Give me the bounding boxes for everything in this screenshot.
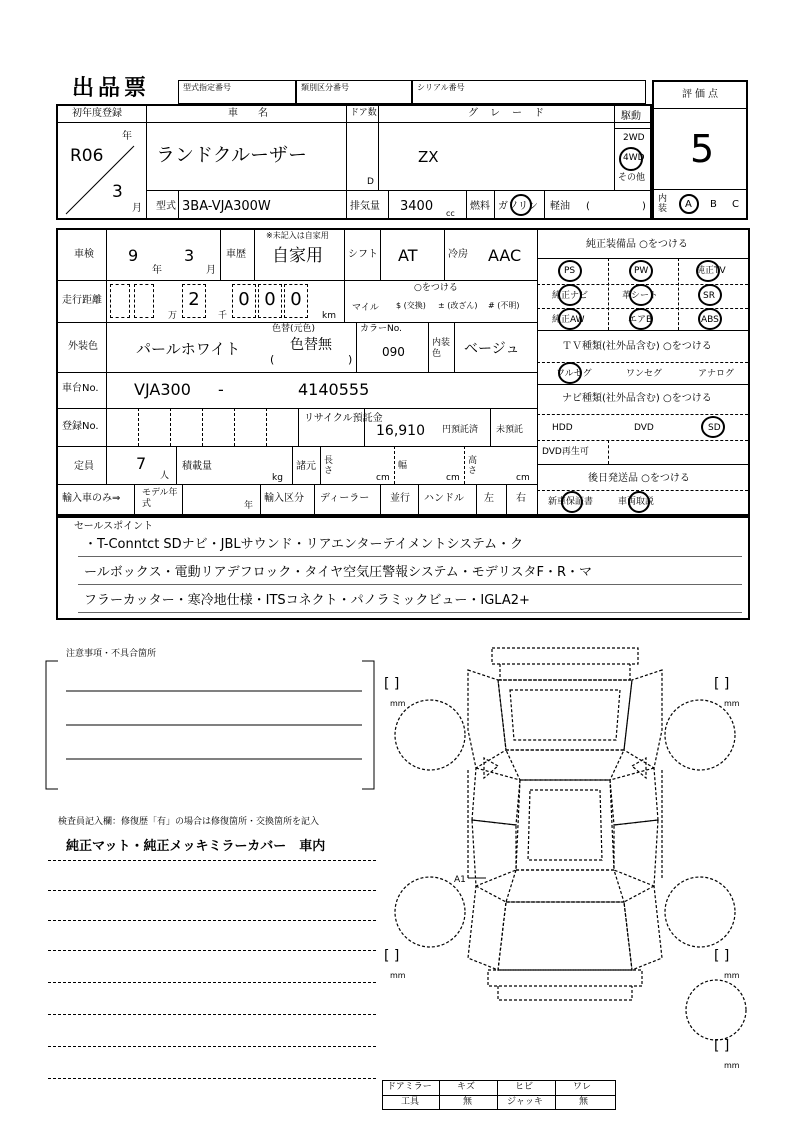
rating-value: 5 [690,127,715,171]
color-no-value: 090 [382,345,405,359]
equip-abs-circle [698,308,722,330]
mileage-digit-6: 0 [284,284,308,318]
mileage-circle-prompt: ○をつける [414,283,458,293]
tread-rr-bracket: [ ] [714,948,730,964]
tread-fr-bracket: [ ] [714,676,730,692]
chassis-dash: - [218,380,224,399]
model-value: 3BA-VJA300W [182,199,271,214]
height-label: 高さ [468,456,478,476]
interior-grade-b: B [710,199,717,210]
equip-airbag-circle [629,308,653,330]
mileage-digit-4: 0 [232,284,256,318]
shift-value: AT [398,246,418,265]
rear-fender-right [624,886,662,970]
model-code-label: 型式指定番号 [183,83,231,92]
class-code-label: 類別区分番号 [301,83,349,92]
mileage-label: 走行距離 [62,295,102,306]
right-label: 右 [516,493,526,504]
tread-fr-unit: mm [724,699,740,708]
parallel-label: 並行 [390,493,410,504]
equip-navi-circle [558,284,582,306]
inspection-month: 3 [184,246,195,265]
year-suffix: 年 [122,131,132,142]
drive-4wd: 4WD [623,153,645,163]
inspection-year-suffix: 年 [152,265,162,276]
legend-table [382,1080,616,1110]
drive-label: 駆動 [621,111,641,122]
width-unit: cm [446,473,460,483]
tailgate [498,902,632,970]
drive-other: その他 [618,173,646,183]
rear-window [506,870,624,902]
fuel-paren-close: ) [642,201,646,212]
sales-line-2: ールボックス・電動リアデフロック・タイヤ空気圧警報システム・モデリスタF・R・マ [84,565,593,580]
wheel-rear-left [395,877,465,947]
displacement-unit: cc [446,209,455,218]
tread-fl-bracket: [ ] [384,676,400,692]
legend-tool-value: 無 [463,1097,473,1107]
drive-4wd-circle [619,147,643,171]
car-diagram [380,640,750,1080]
equip-leather: 革シート [622,291,659,301]
caution-label: 注意事項・不具合箇所 [66,649,157,659]
equip-aw-circle [558,308,582,330]
docs-manual: 車両取説 [618,497,655,507]
import-label: 輸入車のみ⇒ [62,493,121,504]
interior-color-label: 内装色 [432,338,451,359]
roof [516,780,614,870]
history-note: ※未記入は自家用 [266,231,329,240]
recycle-label: リサイクル預託金 [304,413,383,424]
equip-ps: PS [564,266,576,276]
tv-oneseg: ワンセグ [626,369,663,379]
ac-value: AAC [488,246,522,265]
tv-analog: アナログ [698,369,735,379]
left-label: 左 [484,493,494,504]
length-label: 長さ [324,456,334,476]
km-unit: km [322,311,336,321]
front-door-left [472,768,520,825]
caution-frame [40,655,380,795]
kg-unit: kg [272,473,283,483]
repaint-paren-close: ) [348,353,353,366]
exterior-label: 外装色 [68,341,98,352]
color-no-label: カラーNo. [360,324,402,334]
legend-header-2: キズ [457,1082,475,1092]
equip-ps-circle [558,260,582,282]
legend-header-4: ワレ [573,1082,592,1092]
nav-title: ナビ種類(社外品含む) ○をつける [562,393,712,404]
exchanged-label: $ (交換) [396,301,426,310]
tread-rl-bracket: [ ] [384,948,400,964]
docs-manual-circle [628,491,650,513]
inspection-month-suffix: 月 [206,265,216,276]
length-unit: cm [376,473,390,483]
equip-abs: ABS [701,315,719,325]
rating-box [652,80,748,220]
equip-tv: 純正TV [696,266,726,276]
fuel-gasoline: ガソリン [498,201,538,212]
legend-header-1: ドアミラー [387,1082,432,1092]
nav-sd-circle [701,416,725,438]
drive-2wd: 2WD [623,133,645,143]
nav-dvd: DVD [634,423,654,433]
rear-door-right [614,820,658,886]
equip-airbag: エアB [628,315,653,325]
mileage-digit-5: 0 [258,284,282,318]
chassis-prefix: VJA300 [134,380,191,399]
model-label: 型式 [156,201,176,212]
nav-hdd: HDD [552,423,573,433]
grade-value: ZX [418,148,439,166]
altered-label: ± (改ざん) [438,301,478,310]
grade-label: グレード [468,108,556,119]
fuel-label: 燃料 [470,201,490,212]
vehicle-block [56,104,652,220]
mileage-digit-3: 2 [182,284,206,318]
wheel-front-right [665,700,735,770]
inspection-label: 車検 [74,249,94,260]
history-value: 自家用 [272,246,323,266]
interior-grade-a: A [685,199,692,210]
mileage-digit-2 [134,284,154,318]
repaint-label: 色替(元色) [272,324,316,334]
rating-label: 評価点 [682,89,721,100]
capacity-unit: 人 [160,471,170,481]
dealer-label: ディーラー [320,493,370,504]
inspection-year: 9 [128,246,139,265]
first-reg-year: R06 [70,146,104,166]
docs-title: 後日発送品 ○をつける [588,473,690,484]
sales-block [56,516,750,620]
equip-pw-circle [629,260,653,282]
reg-no-label: 登録No. [62,421,99,432]
interior-grade-c: C [732,199,739,210]
equip-sr: SR [703,291,715,301]
first-reg-month: 3 [112,182,123,202]
dim-label: 諸元 [296,461,316,472]
repaint-value: 色替無 [290,337,332,353]
ac-label: 冷房 [448,249,468,260]
doors-value: D [367,177,374,187]
equip-sr-circle [698,284,722,306]
equip-leather-circle [629,284,653,306]
serial-field [412,80,646,104]
nav-sd: SD [708,423,721,433]
sales-label: セールスポイント [74,521,154,532]
recycle-value: 16,910 [376,423,425,439]
wheel-spare [686,980,746,1040]
capacity-label: 定員 [74,461,94,472]
mile-label: マイル [352,303,379,313]
tread-rl-unit: mm [390,971,406,980]
wheel-rear-right [665,877,735,947]
unknown-label: # (不明) [488,301,520,310]
class-code-field [296,80,412,104]
capacity-value: 7 [136,454,147,473]
legend-jack: ジャッキ [507,1097,543,1107]
tread-fl-unit: mm [390,699,406,708]
damage-mark: A1 [454,875,466,885]
tread-spare-unit: mm [724,1061,740,1070]
legend-header-3: ヒビ [515,1082,534,1092]
legend-jack-value: 無 [579,1097,589,1107]
serial-label: シリアル番号 [417,83,465,92]
chassis-label: 車台No. [62,383,99,394]
windshield [506,750,624,780]
dvd-label: DVD再生可 [542,447,589,457]
inspector-label: 検査員記入欄：修復歴「有」の場合は修復箇所・交換箇所を記入 [58,817,320,827]
displacement-label: 排気量 [350,201,380,212]
height-unit: cm [516,473,530,483]
model-code-field [178,80,296,104]
exterior-value: パールホワイト [136,340,241,358]
tv-fullseg-circle [558,362,582,384]
mileage-digit-1 [110,284,130,318]
width-label: 幅 [398,461,408,471]
rear-door-left [472,820,516,886]
docs-warranty: 新車保証書 [548,497,594,507]
displacement-value: 3400 [400,199,434,214]
sales-line-3: フラーカッター・寒冷地仕様・ITSコネクト・パノラミックビュー・IGLA2+ [84,593,530,608]
front-bumper [492,648,638,664]
front-fender-right [624,670,662,768]
shift-label: シフト [348,249,378,260]
wheel-front-left [395,700,465,770]
equip-aw: 純正AW [552,315,585,325]
interior-grade-label: 内装 [658,194,668,214]
rear-bumper [488,970,642,986]
first-reg-label: 初年度登録 [72,108,122,119]
inspector-text: 純正マット・純正メッキミラーカバー 車内 [66,839,326,854]
equipment-title: 純正装備品 ○をつける [586,239,688,250]
sales-line-1: ・T-Conntct SDナビ・JBLサウンド・リアエンターテイメントシステム・ク [84,537,524,552]
front-fender-left [468,670,506,768]
rear-fender-left [468,886,506,970]
sen-unit: 千 [218,311,228,321]
equip-tv-circle [696,260,720,282]
model-year-suffix: 年 [244,501,254,511]
car-name: ランドクルーザー [156,144,308,166]
model-year-label: モデル年式 [142,488,178,509]
equip-pw: PW [634,266,649,276]
equip-navi: 純正ナビ [552,291,589,301]
tread-spare-bracket: [ ] [714,1038,730,1054]
page-title: 出品票 [72,76,151,101]
chassis-number: 4140555 [298,380,370,399]
load-label: 積載量 [182,461,212,472]
history-label: 車歴 [226,249,246,260]
repaint-paren-open: ( [270,353,275,366]
front-door-right [610,768,658,825]
tv-fullseg: フルセグ [556,369,592,379]
import-class-label: 輸入区分 [264,493,304,504]
interior-grade-a-circle [679,194,699,214]
car-name-label: 車名 [228,108,288,119]
handle-label: ハンドル [424,493,464,504]
legend-tool: 工具 [401,1097,420,1107]
month-suffix: 月 [132,203,142,214]
fuel-paren-open: ( [586,201,590,212]
man-unit: 万 [168,311,178,321]
recycle-paid: 円預託済 [442,425,479,435]
interior-color-value: ベージュ [464,341,520,357]
fuel-diesel: 軽油 [550,201,570,212]
tv-title: ＴＶ種類(社外品含む) ○をつける [562,341,712,352]
details-block [56,228,750,516]
recycle-unpaid: 未預託 [496,425,524,435]
doors-label: ドア数 [350,108,377,118]
tread-rr-unit: mm [724,971,740,980]
fuel-gasoline-circle [510,194,532,216]
docs-warranty-circle [561,491,583,513]
